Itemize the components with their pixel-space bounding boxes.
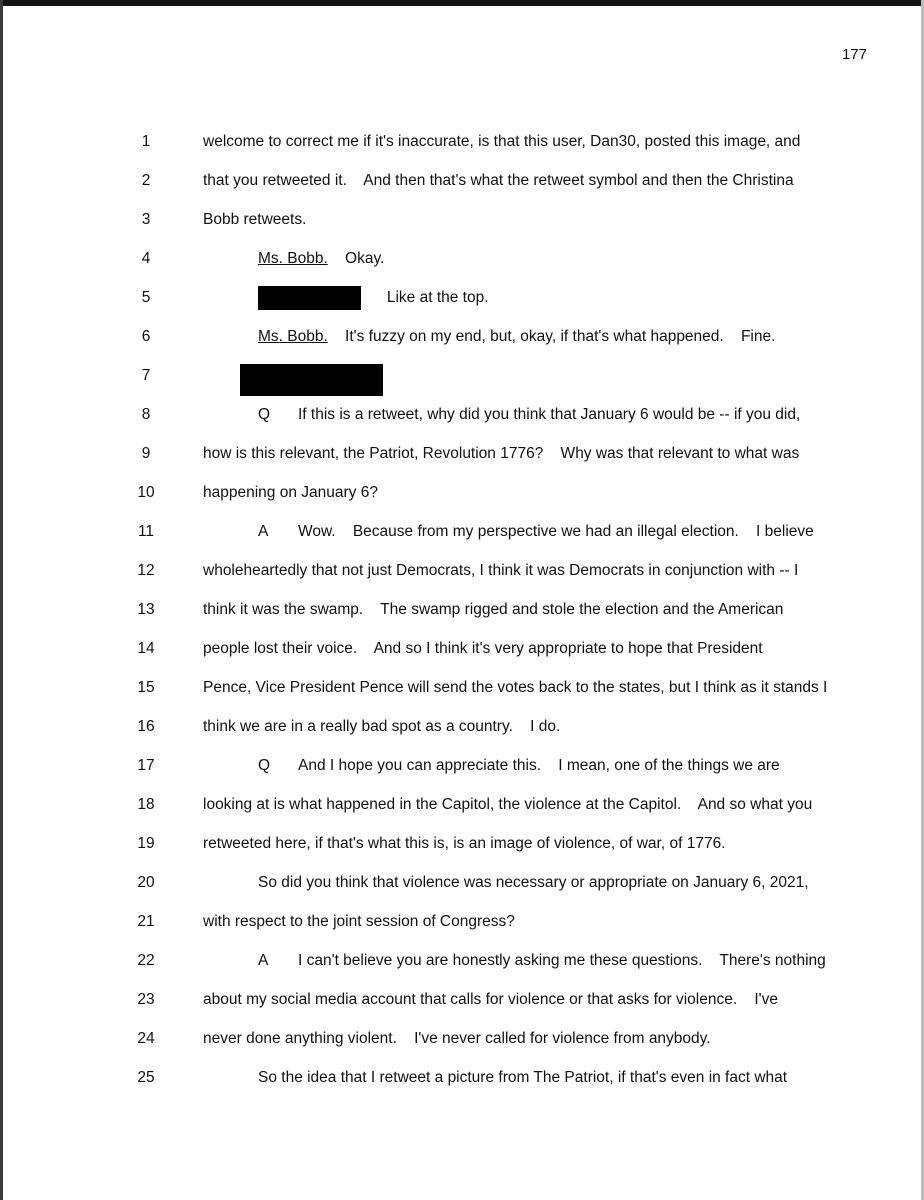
line-text (258, 754, 780, 778)
line-text: happening on January 6? (203, 484, 378, 501)
transcript-line (0, 676, 924, 700)
speech-text: If this is a retweet, why did you think that January 6 would be -- if you did, (298, 406, 801, 423)
line-text: wholeheartedly that not just Democrats, I think it was Democrats in conjunction with -- I (203, 562, 799, 579)
line-number: 4 (141, 250, 151, 267)
line-text: with respect to the joint session of Congress? (203, 913, 515, 930)
speech-text: I can't believe you are honestly asking me these questions. There's nothing (298, 952, 826, 969)
transcript-line (0, 910, 924, 934)
transcript-line (0, 988, 924, 1012)
line-text: that you retweeted it. And then that's what the retweet symbol and then the Christina (203, 172, 794, 189)
line-number: 17 (137, 757, 155, 774)
transcript-line (0, 403, 924, 427)
line-number: 10 (137, 484, 155, 501)
line-text (258, 247, 384, 271)
transcript-line (0, 1027, 924, 1051)
line-number: 20 (137, 874, 155, 891)
line-number: 25 (137, 1069, 155, 1086)
transcript-line (0, 598, 924, 622)
redaction-box (240, 364, 383, 396)
transcript-line (0, 559, 924, 583)
line-text: how is this relevant, the Patriot, Revolution 1776? Why was that relevant to what was (203, 445, 800, 462)
transcript-line (0, 793, 924, 817)
qa-tag: Q (258, 757, 271, 774)
line-number: 12 (137, 562, 155, 579)
line-text: think we are in a really bad spot as a country. I do. (203, 718, 561, 735)
speaker-name: Ms. Bobb. (258, 328, 328, 345)
qa-tag: A (258, 952, 269, 969)
transcript-line (0, 247, 924, 271)
qa-tag: Q (258, 406, 271, 423)
line-text (258, 949, 826, 973)
transcript-line (0, 364, 924, 388)
transcript-line (0, 442, 924, 466)
line-number: 14 (137, 640, 155, 657)
line-number: 6 (141, 328, 151, 345)
transcript-line (0, 637, 924, 661)
line-number: 1 (141, 133, 151, 150)
speech-text: And I hope you can appreciate this. I mean, one of the things we are (298, 757, 780, 774)
line-number: 23 (137, 991, 155, 1008)
line-number: 2 (141, 172, 151, 189)
speech-text: It's fuzzy on my end, but, okay, if that's what happened. Fine. (345, 328, 776, 345)
line-number: 15 (137, 679, 155, 696)
transcript-line (0, 286, 924, 310)
transcript-line (0, 832, 924, 856)
speaker-name: Ms. Bobb. (258, 250, 328, 267)
line-number: 24 (137, 1030, 155, 1047)
speech-text: Okay. (345, 250, 385, 267)
line-text: never done anything violent. I've never called for violence from anybody. (203, 1030, 711, 1047)
line-text: Bobb retweets. (203, 211, 307, 228)
line-number: 3 (141, 211, 151, 228)
transcript-line (0, 520, 924, 544)
line-number: 11 (137, 523, 155, 540)
transcript-line (0, 169, 924, 193)
line-number: 22 (137, 952, 155, 969)
line-number: 13 (137, 601, 155, 618)
line-text (258, 520, 814, 544)
line-text (258, 325, 775, 349)
line-number: 9 (141, 445, 151, 462)
line-number: 16 (137, 718, 155, 735)
transcript-line (0, 871, 924, 895)
line-text (240, 364, 383, 396)
line-text: So did you think that violence was necessary or appropriate on January 6, 2021, (258, 874, 809, 891)
qa-tag: A (258, 523, 269, 540)
transcript-line (0, 481, 924, 505)
line-number: 5 (141, 289, 151, 306)
line-number: 7 (141, 367, 151, 384)
line-number: 21 (137, 913, 155, 930)
line-text: welcome to correct me if it's inaccurate, is that this user, Dan30, posted this image, and (203, 133, 801, 150)
transcript-line (0, 130, 924, 154)
line-number: 8 (141, 406, 151, 423)
transcript-line (0, 754, 924, 778)
line-text: Pence, Vice President Pence will send the votes back to the states, but I think as it stands I (203, 679, 828, 696)
page-number: 177 (841, 46, 867, 63)
line-text: about my social media account that calls for violence or that asks for violence. I've (203, 991, 779, 1008)
line-text: looking at is what happened in the Capitol, the violence at the Capitol. And so what you (203, 796, 813, 813)
line-number: 18 (137, 796, 155, 813)
line-text: think it was the swamp. The swamp rigged and stole the election and the American (203, 601, 784, 618)
transcript-line (0, 208, 924, 232)
line-text (258, 403, 800, 427)
line-number: 19 (137, 835, 155, 852)
speech-text: Like at the top. (386, 289, 489, 307)
line-text: people lost their voice. And so I think it's very appropriate to hope that President (203, 640, 763, 657)
line-text: retweeted here, if that's what this is, is an image of violence, of war, of 1776. (203, 835, 726, 852)
transcript-line (0, 1066, 924, 1090)
transcript-line (0, 949, 924, 973)
line-text (258, 286, 489, 310)
redaction-box (258, 286, 361, 310)
speech-text: Wow. Because from my perspective we had an illegal election. I believe (298, 523, 814, 540)
line-text: So the idea that I retweet a picture from The Patriot, if that's even in fact what (258, 1069, 788, 1086)
transcript-line (0, 715, 924, 739)
transcript-line (0, 325, 924, 349)
